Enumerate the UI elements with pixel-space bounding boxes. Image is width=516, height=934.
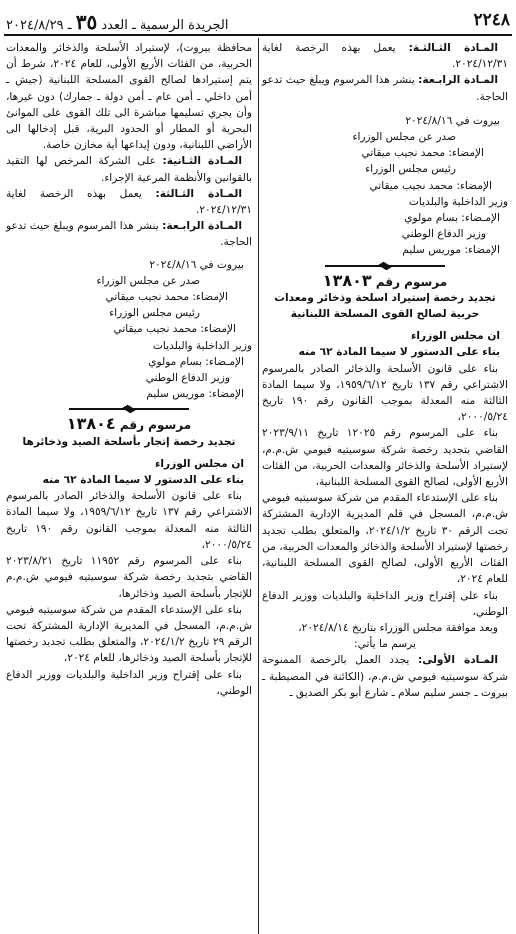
page-number: ٢٢٤٨	[473, 10, 510, 30]
decree-heading: مرسوم رقم ١٣٨٠٤	[66, 414, 192, 434]
recital-2: بناء على المرسوم رقم ١١٩٥٢ تاريخ ٢٠٢٣/٨/٢١ القاضي بتجديد رخصة شركة سوسيتيه فيومي ش.م.م للإتجار بأسلحة الصيد وذخائرها،	[6, 555, 252, 600]
recital-2: بناء على المرسوم رقم ١٢٠٢٥ تاريخ ٢٠٢٣/٩/١١ القاضي بتجديد رخصة شركة سوسيتيه فيومي ش.م.م، لإستيراد الأسلحة والذخائر والمعدات الحربية، من الفئات الأربع الأولى، لصالح القوى المسلحة اللبنانية،	[262, 427, 508, 489]
constitution-line: بناء على الدستور لا سيما المادة ٦٢ منه	[298, 346, 500, 359]
signature-pm-2: الإمضاء: محمد نجيب ميقاتي	[369, 179, 492, 192]
council-line: ان مجلس الوزراء	[154, 457, 244, 470]
recital-4: بناء على إقتراح وزير الداخلية والبلديات ووزير الدفاع الوطني،	[262, 589, 508, 618]
decree-title: تجديد رخصة إستيراد اسلحة وذخائر ومعدات حربية لصالح القوى المسلحة اللبنانية	[274, 291, 496, 321]
article-4: المـادة الرابـعة: ينشر هذا المرسوم ويبلغ حيث تدعو الحاجة.	[6, 220, 252, 249]
recital-1: بناء على قانون الأسلحة والذخائر الصادر بالمرسوم الاشتراعي رقم ١٣٧ تاريخ ١٩٥٩/٦/١٢، ولا سيما المادة الثالثة منه المعدلة بموجب القانون رقم ١٩٠ تاريخ ٢٠٠٠/٥/٢٤،	[6, 490, 253, 551]
column-divider	[258, 38, 259, 934]
issue-number: ٣٥	[75, 10, 98, 34]
signature-pm: الإمضاء: محمد نجيب ميقاتي	[361, 147, 484, 160]
constitution-line: بناء على الدستور لا سيما المادة ٦٢ منه	[42, 474, 244, 487]
signature-pm: الإمضاء: محمد نجيب ميقاتي	[105, 291, 228, 304]
decree-heading: مرسوم رقم ١٣٨٠٣	[322, 270, 448, 290]
signature-interior: الإمـضاء: بسام مولوي	[404, 212, 500, 225]
council-line: ان مجلس الوزراء	[410, 330, 500, 343]
section-divider	[69, 408, 189, 410]
article-1-continued: محافظة بيروت)، لإستيراد الأسلحة والذخائر والمعدات الحربية، من الفئات الأربع الأولى، للعام ٢٠٢٤، شرط أن يتم إستيرادها لصالح القوى المسلحة اللبنانية (جيش ـ أمن داخلي ـ أمن عام ـ أمن دولة ـ جمارك) دون غيرها، وأن يجري تسليمها مباشرة الى تلك القوى على الموانئ البحرية أو المطار أو الحدود البرية، قبل إدخالها الى الأراضي اللبنانية، ودون إيداعها أية مخازن خاصة.	[6, 42, 252, 152]
gazette-name: الجريدة الرسمية ـ العدد	[101, 18, 229, 33]
decrees-line: يرسم ما يأتي:	[354, 638, 416, 651]
article-1: المـادة الأولى: يجدد العمل بالرخصة الممنوحة شركة سوسيتيه فيومي ش.م.م، (الكائنة في المصيطبة ـ بيروت ـ جسر سليم سلام ـ شارع أبو بكر الصديق ـ	[262, 654, 508, 699]
signature-defense: الإمضاء: موريس سليم	[402, 244, 500, 257]
gazette-title	[6, 10, 228, 34]
signature-interior: الإمـضاء: بسام مولوي	[148, 355, 244, 368]
title-interior: وزير الداخلية والبلديات	[408, 195, 508, 208]
title-pm: رئيس مجلس الوزراء	[365, 163, 456, 176]
place-date: بيروت في ٢٠٢٤/٨/١٦	[149, 258, 244, 271]
title-defense: وزير الدفاع الوطني	[401, 228, 486, 241]
left-column	[6, 40, 252, 699]
article-4: المـادة الرابـعة: ينشر هذا المرسوم ويبلغ حيث تدعو الحاجة.	[262, 74, 508, 103]
issued-by: صدر عن مجلس الوزراء	[352, 131, 456, 144]
header-rule	[4, 34, 512, 36]
recital-4: بناء على إقتراح وزير الداخلية والبلديات ووزير الدفاع الوطني،	[6, 668, 252, 697]
section-divider	[325, 265, 445, 267]
recital-5: وبعد موافقة مجلس الوزراء بتاريخ ٢٠٢٤/٨/١٤،	[298, 621, 498, 634]
recital-1: بناء على قانون الأسلحة والذخائر الصادر بالمرسوم الاشتراعي رقم ١٣٧ تاريخ ١٩٥٩/٦/١٢، ولا سيما المادة الثالثة منه المعدلة بموجب القانون رقم ١٩٠ تاريخ ٢٠٠٠/٥/٢٤،	[262, 362, 509, 424]
place-date: بيروت في ٢٠٢٤/٨/١٦	[405, 114, 500, 127]
right-column	[262, 40, 508, 701]
page-header	[0, 0, 516, 36]
recital-3: بناء على الإستدعاء المقدم من شركة سوسيتيه فيومي ش.م.م، المسجل في المديرية الإدارية المشتركة تحت الرقم ٢٩ تاريخ ٢٠٢٤/١/٢، والمتعلق بطلب تجديد رخصتها للإتجار بأسلحة الصيد وذخائرها، للعام ٢٠٢٤،	[6, 603, 253, 665]
decree-title: تجديد رخصة إتجار بأسلحة الصيد وذخائرها	[22, 435, 236, 448]
issued-by: صدر عن مجلس الوزراء	[96, 274, 200, 287]
title-pm: رئيس مجلس الوزراء	[109, 307, 200, 320]
recital-3: بناء على الإستدعاء المقدم من شركة سوسيتيه فيومي ش.م.م، المسجل في قلم المديرية الإدارية المشتركة تحت الرقم ٣٠ تاريخ ٢٠٢٤/١/٢، والمتعلق بطلب تجديد رخصتها لإستيراد الأسلحة والذخائر والمعدات الحربية، من الفئات الأربع الأولى، لصالح القوى المسلحة اللبنانية، للعام ٢٠٢٤،	[262, 492, 508, 586]
title-interior: وزير الداخلية والبلديات	[152, 339, 252, 352]
title-defense: وزير الدفاع الوطني	[145, 372, 230, 385]
article-3: المـادة الثـالثـة: يعمل بهذه الرخصة لغاية ٢٠٢٤/١٢/٣١.	[262, 42, 508, 71]
article-2: المـادة الثـانية: على الشركة المرخص لها التقيد بالقوانين والأنظمة المرعية الإجراء.	[6, 155, 252, 184]
issue-date: ـ ٢٠٢٤/٨/٢٩	[6, 18, 72, 33]
signature-defense: الإمضاء: موريس سليم	[146, 388, 244, 401]
article-3: المـادة الثـالثة: يعمل بهذه الرخصة لغاية ٢٠٢٤/١٢/٣١.	[6, 187, 252, 217]
signature-pm-2: الإمضاء: محمد نجيب ميقاتي	[113, 323, 236, 336]
